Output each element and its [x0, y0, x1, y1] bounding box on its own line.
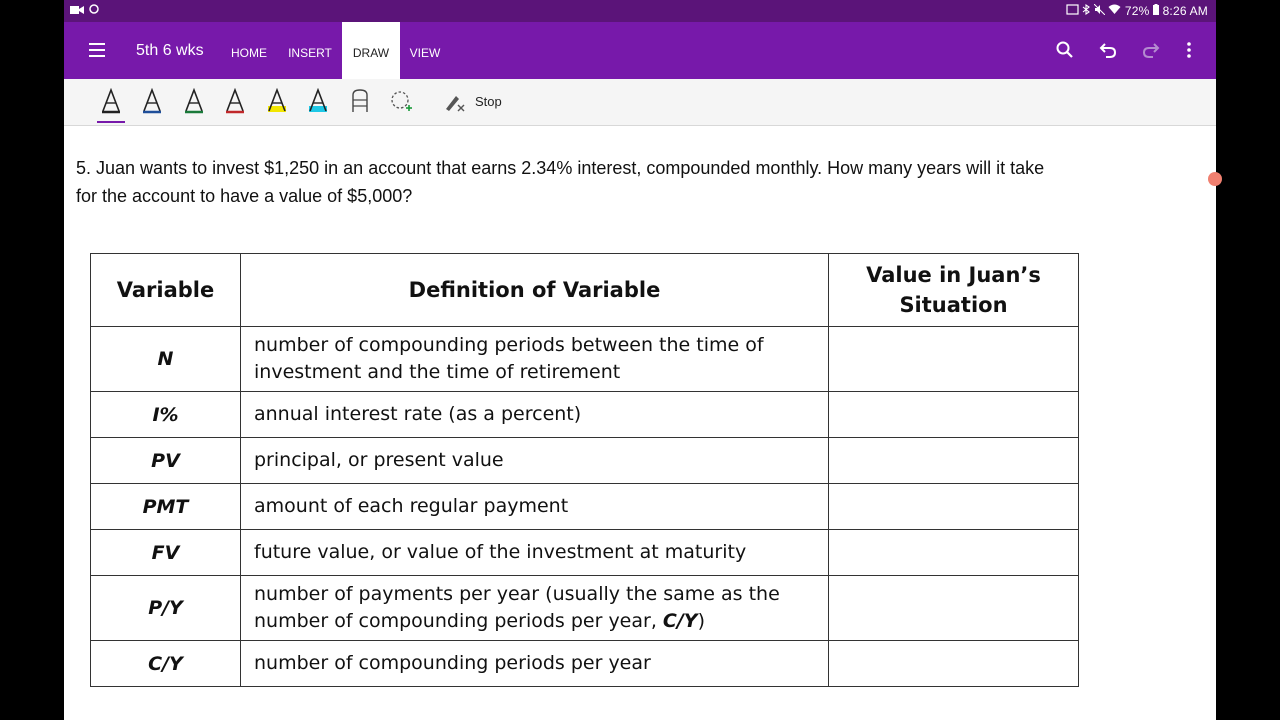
battery-percent: 72% [1124, 4, 1150, 18]
definition-cell: principal, or present value [241, 438, 829, 484]
question-text: 5. Juan wants to invest $1,250 in an account that earns 2.34% interest, compounded monthly. How many years will it take for the account to have a value of $5,000? [76, 158, 1045, 206]
eraser-icon[interactable] [349, 88, 371, 114]
variable-cell: C/Y [91, 641, 241, 687]
tab-view[interactable]: VIEW [409, 46, 441, 60]
value-cell[interactable] [829, 392, 1079, 438]
status-right [1066, 4, 1208, 18]
wifi-icon [1108, 4, 1121, 15]
definition-cell: amount of each regular payment [241, 484, 829, 530]
tab-insert[interactable]: INSERT [288, 46, 332, 60]
redo-icon[interactable] [1140, 39, 1162, 61]
table-row [91, 576, 1079, 641]
highlighter-cyan-icon[interactable] [307, 88, 329, 114]
highlighter-yellow-icon[interactable] [266, 88, 288, 114]
variables-table [90, 253, 1079, 687]
header-definition: Definition of Variable [241, 254, 829, 327]
definition-emphasis: C/Y [662, 610, 698, 632]
tab-home[interactable]: HOME [231, 46, 267, 60]
value-cell[interactable] [829, 641, 1079, 687]
table-row [91, 641, 1079, 687]
cast-icon [1066, 4, 1079, 15]
status-left-icons [70, 3, 101, 18]
definition-cell [241, 576, 829, 641]
lasso-select-icon[interactable] [390, 88, 412, 114]
definition-cell: annual interest rate (as a percent) [241, 392, 829, 438]
value-cell[interactable] [829, 327, 1079, 392]
pen-green-icon[interactable] [183, 88, 205, 114]
value-cell[interactable] [829, 576, 1079, 641]
variable-cell: FV [91, 530, 241, 576]
value-cell[interactable] [829, 530, 1079, 576]
table-header-row [91, 254, 1079, 327]
stop-drawing-button[interactable]: Stop [475, 94, 502, 109]
table-row [91, 392, 1079, 438]
table-row [91, 438, 1079, 484]
mute-icon [1094, 4, 1105, 15]
definition-cell: number of compounding periods per year [241, 641, 829, 687]
notebook-title[interactable]: 5th 6 wks [136, 42, 204, 59]
stop-drawing-icon[interactable] [444, 92, 466, 112]
status-bar [64, 0, 1216, 22]
undo-icon[interactable] [1097, 39, 1119, 61]
definition-text: number of payments per year (usually the same as the number of compounding periods per year, [254, 583, 780, 632]
video-camera-icon [70, 5, 84, 15]
draw-toolbar [64, 79, 1216, 126]
table-row [91, 530, 1079, 576]
tab-draw[interactable]: DRAW [342, 22, 400, 79]
pen-red-icon[interactable] [224, 88, 246, 114]
variable-cell: I% [91, 392, 241, 438]
header-variable: Variable [91, 254, 241, 327]
definition-text-end: ) [697, 610, 705, 632]
status-time: 8:26 AM [1162, 4, 1208, 18]
definition-cell: number of compounding periods between the time of investment and the time of retirement [241, 327, 829, 392]
table-row [91, 327, 1079, 392]
pen-blue-icon[interactable] [141, 88, 163, 114]
note-page[interactable] [64, 126, 1216, 720]
header-value: Value in Juan’s Situation [829, 254, 1079, 327]
battery-icon [1153, 4, 1159, 15]
variable-cell: PMT [91, 484, 241, 530]
variable-cell: PV [91, 438, 241, 484]
pen-black-icon[interactable] [100, 88, 122, 114]
value-cell[interactable] [829, 438, 1079, 484]
definition-cell: future value, or value of the investment at maturity [241, 530, 829, 576]
more-icon[interactable] [1178, 39, 1200, 61]
variable-cell: N [91, 327, 241, 392]
scroll-handle[interactable] [1208, 172, 1222, 186]
menu-icon[interactable] [89, 43, 105, 57]
table-row [91, 484, 1079, 530]
sync-icon [87, 3, 101, 15]
selected-pen-indicator [97, 121, 125, 123]
bluetooth-icon [1082, 4, 1090, 15]
value-cell[interactable] [829, 484, 1079, 530]
search-icon[interactable] [1054, 39, 1076, 61]
variable-cell: P/Y [91, 576, 241, 641]
app-bar [64, 22, 1216, 79]
